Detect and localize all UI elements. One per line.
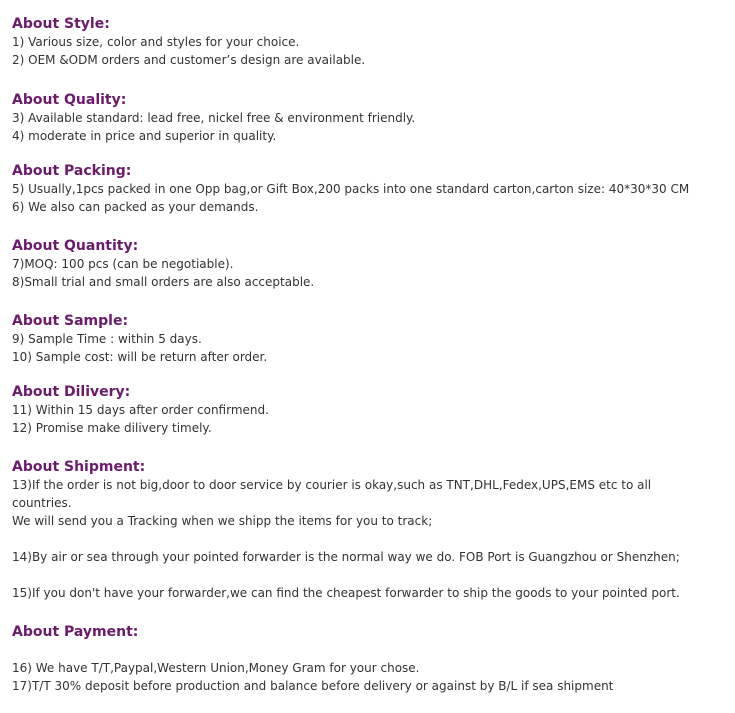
section-line: 13)If the order is not big,door to door service by courier is okay,such as TNT,DHL,Fedex,UPS,EMS etc to all — [12, 478, 652, 492]
section-delivery — [12, 383, 722, 437]
section-line: countries. — [12, 496, 72, 510]
section-line: 11) Within 15 days after order confirmend. — [12, 403, 269, 417]
section-line: 9) Sample Time : within 5 days. — [12, 332, 202, 346]
blank-line — [12, 530, 722, 548]
section-line: 7)MOQ: 100 pcs (can be negotiable). — [12, 257, 234, 271]
section-quality — [12, 91, 722, 145]
section-heading: About Quantity: — [12, 238, 139, 254]
section-line: 17)T/T 30% deposit before production and balance before delivery or against by B/L if sea shipment — [12, 679, 614, 693]
section-line: 5) Usually,1pcs packed in one Opp bag,or Gift Box,200 packs into one standard carton,carton size: 40*30*30 CM — [12, 182, 690, 196]
section-heading: About Dilivery: — [12, 384, 131, 400]
section-heading: About Payment: — [12, 624, 139, 640]
section-line: 3) Available standard: lead free, nickel free & environment friendly. — [12, 111, 416, 125]
section-packing — [12, 162, 722, 216]
section-shipment — [12, 458, 722, 602]
section-line: We will send you a Tracking when we shipp the items for you to track; — [12, 514, 433, 528]
section-line: 16) We have T/T,Paypal,Western Union,Money Gram for your chose. — [12, 661, 420, 675]
section-heading: About Packing: — [12, 163, 132, 179]
section-payment — [12, 623, 722, 695]
section-sample — [12, 312, 722, 366]
section-heading: About Style: — [12, 16, 110, 32]
section-style — [12, 15, 722, 69]
section-line: 15)If you don't have your forwarder,we can find the cheapest forwarder to ship the goods to your pointed port. — [12, 586, 680, 600]
section-line: 8)Small trial and small orders are also acceptable. — [12, 275, 315, 289]
section-line: 2) OEM &ODM orders and customer’s design are available. — [12, 53, 366, 67]
section-line: 6) We also can packed as your demands. — [12, 200, 259, 214]
section-line: 4) moderate in price and superior in quality. — [12, 129, 277, 143]
section-line: 1) Various size, color and styles for your choice. — [12, 35, 300, 49]
section-line: 10) Sample cost: will be return after order. — [12, 350, 268, 364]
section-heading: About Shipment: — [12, 459, 146, 475]
blank-line — [12, 641, 722, 659]
section-line: 12) Promise make dilivery timely. — [12, 421, 212, 435]
section-heading: About Sample: — [12, 313, 129, 329]
blank-line — [12, 566, 722, 584]
section-heading: About Quality: — [12, 92, 127, 108]
section-line: 14)By air or sea through your pointed forwarder is the normal way we do. FOB Port is Guangzhou or Shenzhen; — [12, 550, 680, 564]
section-quantity — [12, 237, 722, 291]
